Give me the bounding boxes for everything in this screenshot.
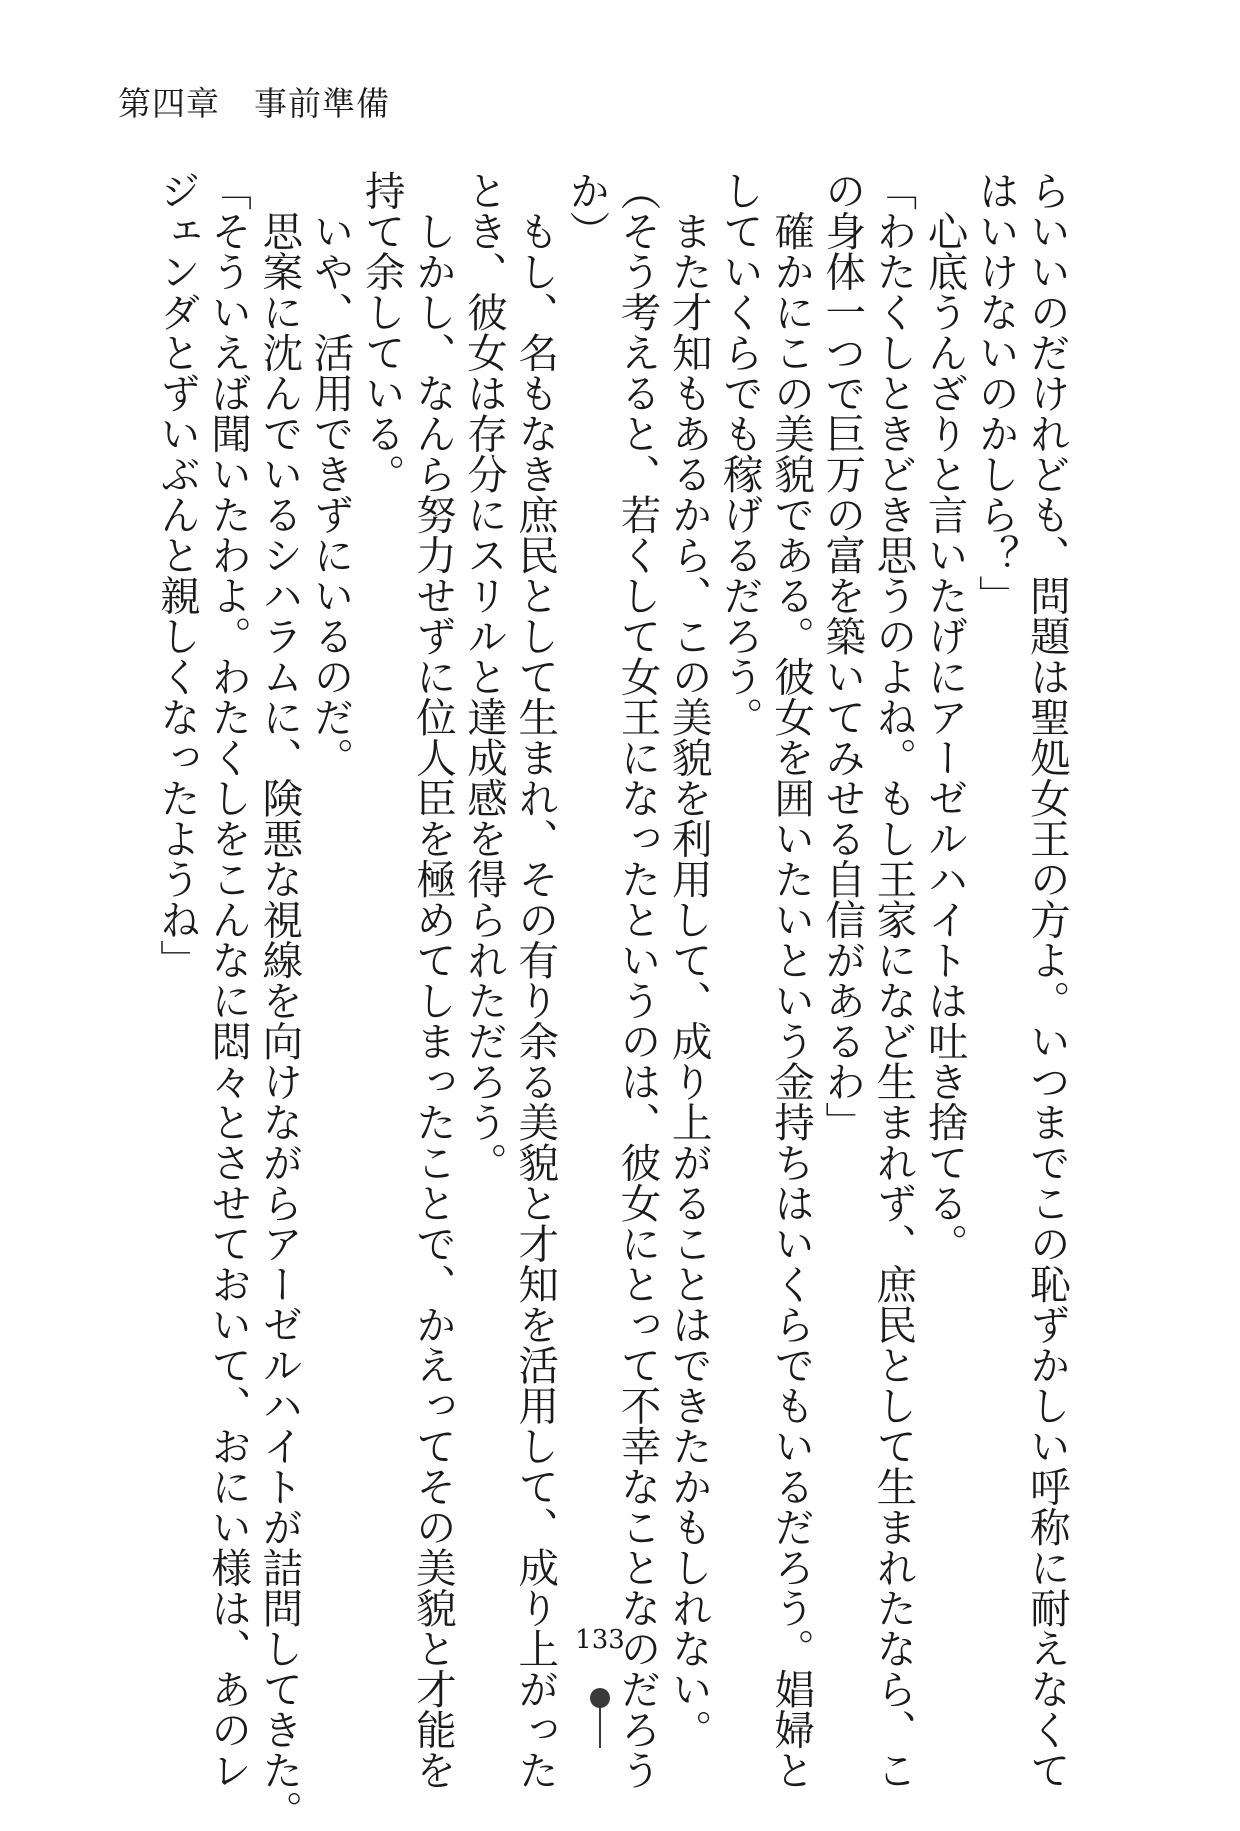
text-line: （そう考えると、若くして女王になったというのは、彼女にとって不幸なことなのだろう	[613, 170, 662, 1790]
running-head: 第四章 事前準備	[118, 84, 390, 123]
text-line: しかし、なんら努力せずに位人臣を極めてしまったことで、かえってその美貌と才能を	[408, 170, 457, 1790]
text-line: 「そういえば聞いたわよ。わたくしをこんなに悶々とさせておいて、おにい様は、あのレ	[204, 170, 253, 1790]
text-line: 持て余している。	[357, 170, 406, 494]
text-line: の身体一つで巨万の富を築いてみせる自信があるわ」	[818, 170, 867, 1142]
text-line: とき、彼女は存分にスリルと達成感を得られただろう。	[460, 170, 509, 1183]
text-line: ジェンダとずいぶんと親しくなったようね」	[153, 170, 201, 980]
text-line: 心底うんざりと言いたげにアーゼルハイトは吐き捨てる。	[920, 170, 969, 1264]
text-line: か）	[562, 170, 611, 251]
page-marker-line	[599, 1706, 601, 1748]
text-line: 思案に沈んでいるシハラムに、険悪な視線を向けながらアーゼルハイトが詰問してきた。	[255, 170, 304, 1831]
text-line: また才知もあるから、この美貌を利用して、成り上がることはできたかもしれない。	[664, 170, 713, 1750]
page-marker-dot-icon	[590, 1688, 610, 1708]
text-line: 確かにこの美貌である。彼女を囲いたいという金持ちはいくらでもいるだろう。娼婦と	[767, 170, 816, 1790]
text-line: らいいのだけれども、問題は聖処女王の方よ。いつまでこの恥ずかしい呼称に耐えなくて	[1022, 170, 1071, 1790]
text-line: はいけないのかしら？」	[971, 170, 1020, 616]
text-line: していくらでも稼げるだろう。	[715, 170, 764, 737]
text-line: もし、名もなき庶民として生まれ、その有り余る美貌と才知を活用して、成り上がった	[511, 170, 560, 1790]
text-line: いや、活用できずにいるのだ。	[306, 170, 355, 778]
page-number: 133	[575, 1625, 625, 1655]
text-line: 「わたくしときどき思うのよね。もし王家になど生まれず、庶民として生まれたなら、こ	[869, 170, 918, 1790]
